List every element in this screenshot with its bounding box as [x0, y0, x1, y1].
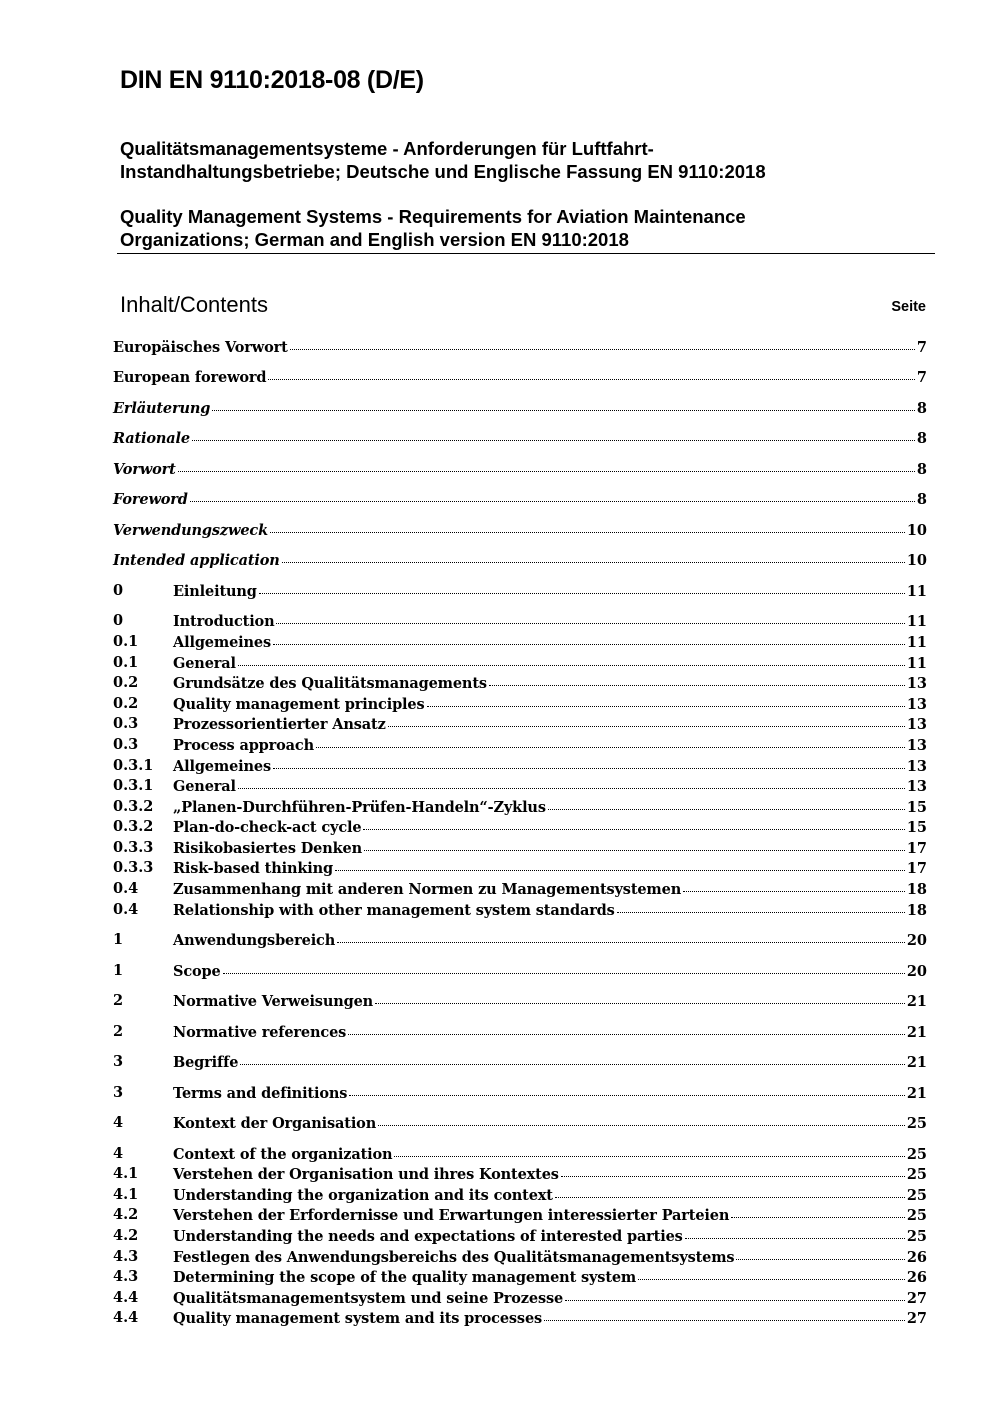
title-english	[120, 205, 746, 251]
toc-entry[interactable]	[113, 756, 927, 777]
toc-entry-title: Verstehen der Organisation und ihres Kontextes	[173, 1166, 559, 1184]
toc-entry-title: Begriffe	[173, 1054, 239, 1072]
toc-entry-number: 0.3.2	[113, 818, 154, 836]
toc-entry-page: 15	[906, 798, 927, 816]
toc-entry[interactable]	[113, 459, 927, 480]
toc-dot-leader	[544, 1306, 905, 1321]
toc-entry[interactable]	[113, 817, 927, 838]
toc-entry-number: 1	[113, 931, 124, 949]
toc-entry-number: 0.1	[113, 632, 139, 650]
toc-entry-number: 4	[113, 1114, 124, 1132]
toc-entry[interactable]	[113, 1267, 927, 1288]
toc-dot-leader	[259, 579, 905, 594]
toc-dot-leader	[282, 548, 905, 563]
toc-entry[interactable]	[113, 1308, 927, 1329]
toc-entry-number: 0.3.3	[113, 859, 154, 877]
toc-entry-number: 0.2	[113, 674, 139, 692]
toc-entry-page: 17	[906, 839, 927, 857]
toc-entry-page: 11	[906, 582, 927, 600]
toc-entry-page: 7	[916, 369, 927, 387]
toc-entry-line	[113, 489, 927, 511]
toc-entry-line	[173, 900, 927, 922]
toc-entry-title: Understanding the needs and expectations of interested parties	[173, 1227, 683, 1245]
toc-entry-number: 1	[113, 961, 124, 979]
toc-entry-line	[113, 367, 927, 389]
document-id: DIN EN 9110:2018-08 (D/E)	[120, 66, 424, 94]
toc-entry[interactable]	[113, 489, 927, 510]
toc-entry-number: 0.4	[113, 900, 139, 918]
toc-dot-leader	[212, 396, 915, 411]
toc-dot-leader	[617, 898, 905, 913]
toc-dot-leader	[736, 1245, 904, 1260]
toc-entry-title: Normative Verweisungen	[173, 993, 374, 1011]
toc-entry-page: 20	[906, 962, 927, 980]
toc-entry-title: Kontext der Organisation	[173, 1115, 377, 1133]
toc-entry[interactable]	[113, 1226, 927, 1247]
toc-entry-title: Relationship with other management system standards	[173, 901, 615, 919]
toc-entry-number: 0.3.1	[113, 777, 154, 795]
toc-entry-page: 11	[906, 633, 927, 651]
toc-dot-leader	[349, 1081, 905, 1096]
toc-entry[interactable]	[113, 900, 927, 921]
toc-entry-page: 17	[906, 860, 927, 878]
toc-entry-number: 2	[113, 1022, 124, 1040]
toc-dot-leader	[348, 1020, 905, 1035]
toc-dot-leader	[375, 989, 905, 1004]
toc-entry-number: 0.3	[113, 715, 139, 733]
toc-entry[interactable]	[113, 550, 927, 571]
toc-entry-line	[113, 428, 927, 450]
toc-entry[interactable]	[113, 1185, 927, 1206]
toc-dot-leader	[378, 1111, 905, 1126]
toc-dot-leader	[555, 1183, 905, 1198]
toc-entry-title: Determining the scope of the quality management system	[173, 1269, 637, 1287]
toc-entry-title: Allgemeines	[173, 633, 271, 651]
toc-entry-page: 13	[906, 736, 927, 754]
toc-dot-leader	[561, 1162, 905, 1177]
toc-entry[interactable]	[113, 694, 927, 715]
toc-entry-title: General	[173, 778, 236, 796]
toc-entry-page: 25	[906, 1166, 927, 1184]
toc-dot-leader	[238, 651, 905, 666]
toc-entry-line	[173, 581, 927, 603]
toc-entry[interactable]	[113, 398, 927, 419]
toc-entry-page: 11	[906, 613, 927, 631]
contents-heading: Inhalt/Contents	[120, 292, 268, 317]
toc-dot-leader	[178, 457, 915, 472]
toc-entry-number: 4.4	[113, 1309, 139, 1327]
toc-entry[interactable]	[113, 735, 927, 756]
toc-dot-leader	[270, 518, 905, 533]
toc-entry-page: 25	[906, 1115, 927, 1133]
toc-entry-line	[173, 930, 927, 952]
toc-entry-page: 27	[906, 1310, 927, 1328]
toc-entry-title: General	[173, 654, 236, 672]
toc-entry[interactable]	[113, 991, 927, 1012]
toc-entry[interactable]	[113, 1205, 927, 1226]
toc-entry-number: 4.1	[113, 1165, 139, 1183]
toc-entry-line	[113, 550, 927, 572]
toc-entry[interactable]	[113, 838, 927, 859]
toc-entry[interactable]	[113, 428, 927, 449]
toc-entry-number: 4.4	[113, 1288, 139, 1306]
toc-entry-line	[173, 1083, 927, 1105]
title-english-line-2: Organizations; German and English version EN 9110:2018	[120, 229, 629, 250]
toc-entry[interactable]	[113, 1052, 927, 1073]
toc-entry[interactable]	[113, 581, 927, 602]
toc-entry-title: Einleitung	[173, 582, 257, 600]
toc-dot-leader	[273, 630, 905, 645]
toc-entry-line	[113, 459, 927, 481]
toc-entry-page: 10	[906, 552, 927, 570]
toc-entry-number: 0.3.1	[113, 756, 154, 774]
toc-entry-page: 8	[916, 399, 927, 417]
toc-entry-title: Risikobasiertes Denken	[173, 839, 363, 857]
toc-entry-page: 21	[906, 1023, 927, 1041]
toc-dot-leader	[238, 774, 905, 789]
toc-entry-page: 26	[906, 1269, 927, 1287]
toc-entry[interactable]	[113, 1113, 927, 1134]
toc-entry[interactable]	[113, 714, 927, 735]
toc-entry[interactable]	[113, 367, 927, 388]
toc-entry-page: 27	[906, 1289, 927, 1307]
toc-entry-title: Intended application	[113, 552, 280, 570]
toc-entry-number: 3	[113, 1083, 124, 1101]
toc-entry-title: Risk-based thinking	[173, 860, 333, 878]
toc-entry-title: Normative references	[173, 1023, 347, 1041]
title-english-line-1: Quality Management Systems - Requirements for Aviation Maintenance	[120, 206, 746, 227]
toc-entry-line	[113, 337, 927, 359]
toc-entry-number: 4.3	[113, 1268, 139, 1286]
toc-entry[interactable]	[113, 961, 927, 982]
toc-entry-page: 21	[906, 1084, 927, 1102]
toc-entry[interactable]	[113, 653, 927, 674]
toc-entry-page: 18	[906, 901, 927, 919]
toc-entry-page: 13	[906, 757, 927, 775]
toc-entry-title: Process approach	[173, 736, 314, 754]
toc-dot-leader	[276, 609, 904, 624]
toc-entry-title: „Planen-Durchführen-Prüfen-Handeln“-Zyklus	[173, 798, 546, 816]
toc-dot-leader	[683, 877, 905, 892]
toc-entry[interactable]	[113, 1022, 927, 1043]
toc-entry-number: 4.3	[113, 1247, 139, 1265]
toc-entry[interactable]	[113, 930, 927, 951]
toc-entry-page: 13	[906, 695, 927, 713]
toc-entry[interactable]	[113, 520, 927, 541]
toc-entry-line	[113, 398, 927, 420]
toc-entry-title: Quality management system and its processes	[173, 1310, 543, 1328]
title-german-line-2: Instandhaltungsbetriebe; Deutsche und Englische Fassung EN 9110:2018	[120, 161, 766, 182]
toc-entry-title: Festlegen des Anwendungsbereichs des Qualitätsmanagementsystems	[173, 1248, 735, 1266]
toc-entry-number: 4.2	[113, 1226, 139, 1244]
toc-dot-leader	[388, 712, 905, 727]
toc-entry-page: 26	[906, 1248, 927, 1266]
toc-entry[interactable]	[113, 797, 927, 818]
toc-entry-page: 18	[906, 881, 927, 899]
toc-entry-title: Verwendungszweck	[113, 521, 268, 539]
title-german-line-1: Qualitätsmanagementsysteme - Anforderungen für Luftfahrt-	[120, 138, 654, 159]
toc-entry-number: 0.3.2	[113, 797, 154, 815]
toc-entry-page: 25	[906, 1227, 927, 1245]
toc-entry-title: Context of the organization	[173, 1145, 393, 1163]
toc-dot-leader	[268, 365, 914, 380]
toc-entry-number: 0	[113, 612, 124, 630]
toc-entry-title: Scope	[173, 962, 221, 980]
toc-entry-line	[173, 1052, 927, 1074]
toc-entry-title: Rationale	[113, 430, 190, 448]
toc-entry[interactable]	[113, 611, 927, 632]
toc-entry-page: 13	[906, 675, 927, 693]
toc-entry-number: 0.4	[113, 880, 139, 898]
toc-entry-page: 21	[906, 1054, 927, 1072]
toc-entry-number: 0.2	[113, 694, 139, 712]
toc-entry-page: 10	[906, 521, 927, 539]
toc-entry-number: 0.1	[113, 653, 139, 671]
toc-entry-title: Introduction	[173, 613, 275, 631]
toc-entry-page: 25	[906, 1207, 927, 1225]
toc-entry-page: 20	[906, 932, 927, 950]
toc-entry-page: 15	[906, 819, 927, 837]
toc-entry-title: Grundsätze des Qualitätsmanagements	[173, 675, 487, 693]
toc-entry-title: Vorwort	[113, 460, 176, 478]
toc-entry-title: Anwendungsbereich	[173, 932, 336, 950]
toc-dot-leader	[394, 1142, 904, 1157]
toc-entry[interactable]	[113, 1083, 927, 1104]
toc-entry-number: 4	[113, 1144, 124, 1162]
toc-entry[interactable]	[113, 1164, 927, 1185]
toc-entry[interactable]	[113, 632, 927, 653]
toc-entry-line	[173, 961, 927, 983]
toc-entry-page: 21	[906, 993, 927, 1011]
toc-entry-page: 25	[906, 1186, 927, 1204]
toc-entry-page: 8	[916, 460, 927, 478]
toc-entry-title: Zusammenhang mit anderen Normen zu Managementsystemen	[173, 881, 682, 899]
toc-entry-line	[173, 1022, 927, 1044]
toc-entry-page: 11	[906, 654, 927, 672]
toc-entry-number: 4.1	[113, 1185, 139, 1203]
toc-entry-page: 25	[906, 1145, 927, 1163]
toc-entry-title: Understanding the organization and its context	[173, 1186, 553, 1204]
toc-dot-leader	[685, 1224, 905, 1239]
toc-dot-leader	[489, 671, 905, 686]
toc-entry-line	[173, 1308, 927, 1330]
toc-entry-title: Plan-do-check-act cycle	[173, 819, 362, 837]
toc-entry[interactable]	[113, 879, 927, 900]
toc-entry-title: Terms and definitions	[173, 1084, 348, 1102]
toc-entry[interactable]	[113, 858, 927, 879]
toc-dot-leader	[335, 856, 905, 871]
toc-dot-leader	[363, 815, 904, 830]
toc-entry-title: European foreword	[113, 369, 267, 387]
toc-entry-title: Erläuterung	[113, 399, 211, 417]
toc-entry-title: Verstehen der Erfordernisse und Erwartungen interessierter Parteien	[173, 1207, 730, 1225]
title-divider	[117, 253, 935, 254]
toc-entry-line	[113, 520, 927, 542]
toc-entry-line	[173, 1113, 927, 1135]
toc-entry-number: 0.3	[113, 735, 139, 753]
toc-dot-leader	[223, 959, 905, 974]
toc-entry-page: 8	[916, 430, 927, 448]
toc-dot-leader	[273, 754, 905, 769]
page-column-label: Seite	[891, 299, 926, 315]
toc-dot-leader	[290, 335, 915, 350]
title-german	[120, 137, 766, 183]
toc-dot-leader	[548, 795, 905, 810]
toc-entry-title: Prozessorientierter Ansatz	[173, 716, 386, 734]
toc-dot-leader	[190, 487, 915, 502]
table-of-contents	[113, 336, 927, 1329]
toc-entry-title: Quality management principles	[173, 695, 425, 713]
toc-entry-title: Europäisches Vorwort	[113, 339, 288, 356]
toc-entry[interactable]	[113, 1144, 927, 1165]
toc-dot-leader	[192, 426, 915, 441]
toc-dot-leader	[316, 733, 905, 748]
toc-entry-page: 13	[906, 778, 927, 796]
toc-entry-number: 3	[113, 1053, 124, 1071]
toc-entry-title: Qualitätsmanagementsystem und seine Prozesse	[173, 1289, 564, 1307]
toc-entry[interactable]	[113, 1247, 927, 1268]
toc-entry-title: Foreword	[113, 491, 188, 509]
toc-entry-number: 0.3.3	[113, 838, 154, 856]
toc-entry-number: 0	[113, 581, 124, 599]
toc-dot-leader	[337, 928, 905, 943]
toc-entry-page: 7	[916, 339, 927, 356]
toc-entry-number: 2	[113, 992, 124, 1010]
toc-dot-leader	[565, 1286, 905, 1301]
toc-entry-line	[173, 991, 927, 1013]
toc-dot-leader	[364, 836, 905, 851]
toc-entry[interactable]	[113, 1288, 927, 1309]
toc-entry[interactable]	[113, 673, 927, 694]
toc-entry[interactable]	[113, 337, 927, 358]
toc-entry-number: 4.2	[113, 1206, 139, 1224]
toc-entry-title: Allgemeines	[173, 757, 271, 775]
toc-entry[interactable]	[113, 776, 927, 797]
toc-dot-leader	[427, 692, 905, 707]
toc-dot-leader	[638, 1265, 905, 1280]
toc-entry-page: 8	[916, 491, 927, 509]
toc-entry-page: 13	[906, 716, 927, 734]
toc-dot-leader	[240, 1050, 905, 1065]
toc-dot-leader	[731, 1203, 905, 1218]
